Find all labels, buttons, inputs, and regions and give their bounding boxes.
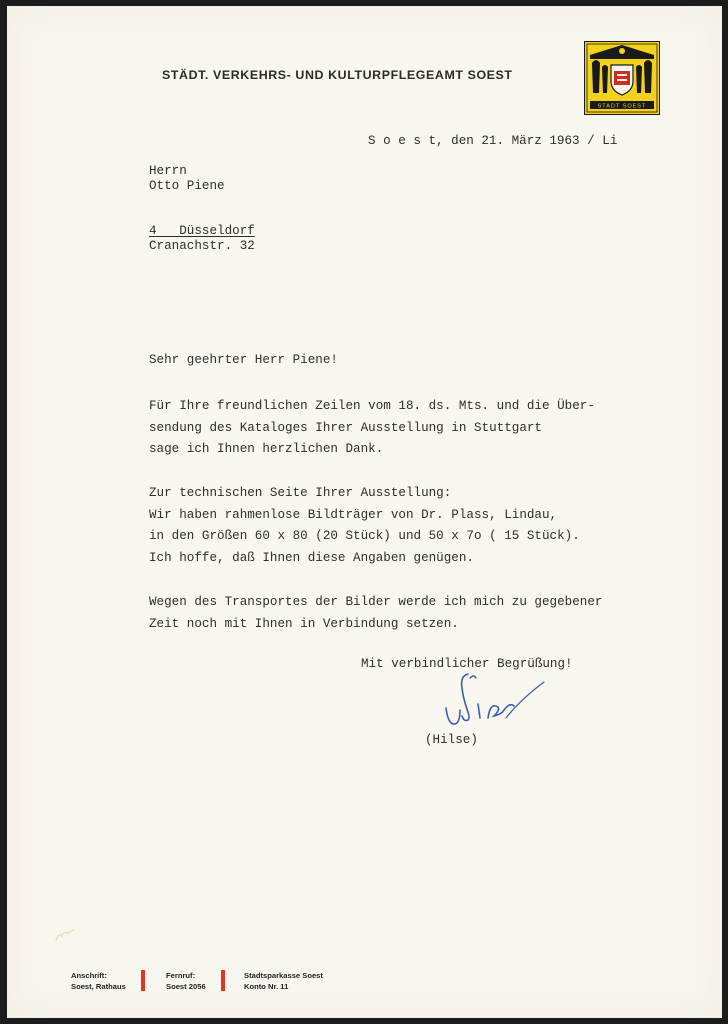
salutation: Sehr geehrter Herr Piene! (149, 353, 338, 367)
footer-address-value: Soest, Rathaus (71, 982, 126, 991)
text-line: Ich hoffe, daß Ihnen diese Angaben genügen. (149, 550, 474, 565)
letterhead-title: STÄDT. VERKEHRS- UND KULTURPFLEGEAMT SOEST (162, 68, 513, 82)
crest-caption: STADT SOEST (597, 103, 647, 110)
text-line: in den Größen 60 x 80 (20 Stück) und 50 x 7o ( 15 Stück). (149, 529, 580, 543)
footer-phone (166, 970, 206, 992)
text-line: sage ich Ihnen herzlichen Dank. (149, 442, 384, 456)
footer-phone-label: Fernruf: (166, 971, 196, 980)
footer-divider (221, 970, 225, 991)
recipient-address (149, 164, 255, 254)
handwritten-signature (440, 668, 550, 734)
paragraph-transport (149, 592, 602, 635)
closing: Mit verbindlicher Begrüßung! (361, 657, 573, 671)
signatory-name: (Hilse) (425, 733, 478, 747)
recipient-street: Cranachstr. 32 (149, 239, 255, 253)
city-crest-logo (584, 41, 660, 115)
text-line: Wegen des Transportes der Bilder werde ich mich zu gegebener (149, 595, 603, 609)
recipient-salutation-line: Herrn (149, 164, 187, 178)
paragraph-thanks (149, 396, 595, 461)
recipient-city: 4 Düsseldorf (149, 224, 255, 238)
footer-address-label: Anschrift: (71, 971, 107, 980)
footer-bank-value: Konto Nr. 11 (244, 982, 289, 991)
place-date: S o e s t, den 21. März 1963 / Li (368, 134, 618, 148)
text-line: Zeit noch mit Ihnen in Verbindung setzen. (149, 616, 459, 631)
text-line: sendung des Kataloges Ihrer Ausstellung in Stuttgart (149, 420, 542, 435)
text-line: Zur technischen Seite Ihrer Ausstellung: (149, 486, 452, 500)
text-line: Wir haben rahmenlose Bildträger von Dr. Plass, Lindau, (149, 507, 558, 522)
footer-address (71, 970, 126, 992)
footer-bank-label: Stadtsparkasse Soest (244, 971, 323, 980)
footer-divider (141, 970, 145, 991)
paragraph-technical (149, 483, 580, 569)
recipient-name: Otto Piene (149, 179, 225, 193)
pencil-mark (52, 922, 78, 944)
footer-phone-value: Soest 2056 (166, 982, 206, 991)
footer-bank (244, 970, 323, 992)
text-line: Für Ihre freundlichen Zeilen vom 18. ds. Mts. und die Über- (149, 399, 595, 413)
